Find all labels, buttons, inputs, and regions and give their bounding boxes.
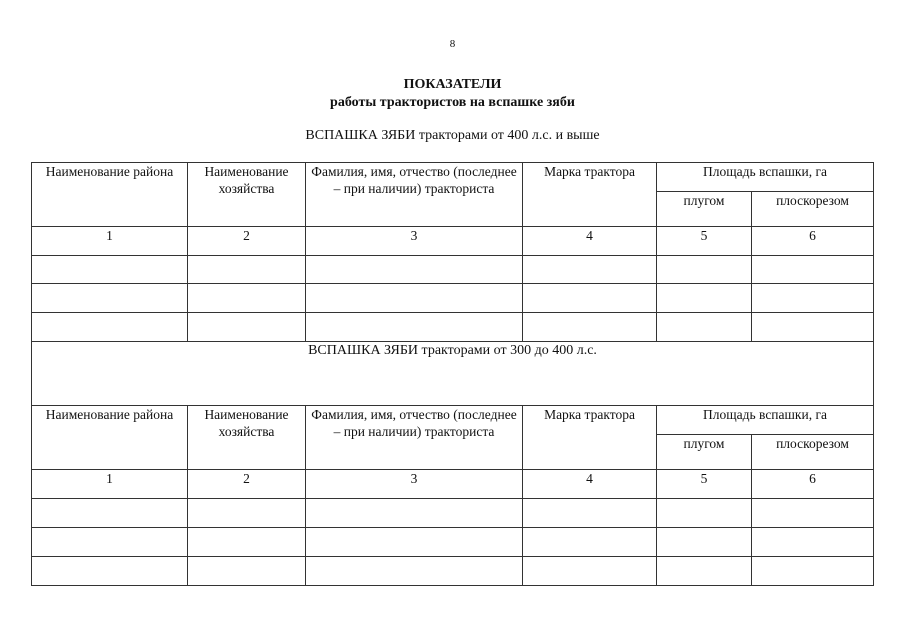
column-header-tractor: Марка трактора <box>523 406 657 470</box>
document-subtitle: работы трактористов на вспашке зяби <box>330 95 575 110</box>
table-cell <box>523 284 657 313</box>
table-cell <box>306 284 523 313</box>
table-cell <box>306 256 523 284</box>
column-number: 3 <box>306 227 523 256</box>
table-cell <box>752 256 874 284</box>
table-cell <box>752 557 874 586</box>
table-cell <box>752 499 874 528</box>
table-cell <box>657 528 752 557</box>
table-cell <box>752 528 874 557</box>
column-header-farm: Наименование хозяйства <box>188 406 306 470</box>
column-header-driver: Фамилия, имя, отчество (последнее – при наличии) тракториста <box>306 163 523 227</box>
column-number: 5 <box>657 470 752 499</box>
table-cell <box>523 528 657 557</box>
section-caption-2: ВСПАШКА ЗЯБИ тракторами от 300 до 400 л.с. <box>32 342 874 406</box>
table-cell <box>32 256 188 284</box>
column-header-area: Площадь вспашки, га <box>657 406 874 435</box>
column-number: 4 <box>523 227 657 256</box>
table-cell <box>188 256 306 284</box>
table-cell <box>188 528 306 557</box>
table-row <box>32 256 874 284</box>
table-cell <box>523 557 657 586</box>
document-title: ПОКАЗАТЕЛИ <box>403 77 502 92</box>
table-cell <box>32 499 188 528</box>
column-number: 3 <box>306 470 523 499</box>
column-header-district: Наименование района <box>32 163 188 227</box>
column-number: 6 <box>752 227 874 256</box>
table-cell <box>306 557 523 586</box>
column-header-driver: Фамилия, имя, отчество (последнее – при наличии) тракториста <box>306 406 523 470</box>
column-header-district: Наименование района <box>32 406 188 470</box>
column-header-plough: плугом <box>657 435 752 470</box>
table-cell <box>188 499 306 528</box>
column-header-area: Площадь вспашки, га <box>657 163 874 192</box>
column-number: 5 <box>657 227 752 256</box>
column-header-tractor: Марка трактора <box>523 163 657 227</box>
table-cell <box>188 284 306 313</box>
column-header-plough: плугом <box>657 192 752 227</box>
table-cell <box>32 313 188 342</box>
column-number: 2 <box>188 227 306 256</box>
column-numbers-row <box>32 227 874 256</box>
column-header-farm: Наименование хозяйства <box>188 163 306 227</box>
column-number: 6 <box>752 470 874 499</box>
column-number: 1 <box>32 227 188 256</box>
section-caption-1: ВСПАШКА ЗЯБИ тракторами от 400 л.с. и выше <box>305 128 600 143</box>
table-cell <box>32 557 188 586</box>
table-cell <box>657 557 752 586</box>
table-row <box>32 499 874 528</box>
table-cell <box>657 256 752 284</box>
column-number: 4 <box>523 470 657 499</box>
table-cell <box>657 284 752 313</box>
table-cell <box>523 313 657 342</box>
column-header-flat-cutter: плоскорезом <box>752 192 874 227</box>
indicators-table <box>31 162 874 586</box>
table-cell <box>306 313 523 342</box>
table-cell <box>657 499 752 528</box>
table-cell <box>188 313 306 342</box>
table-cell <box>32 528 188 557</box>
table-cell <box>657 313 752 342</box>
table-cell <box>523 256 657 284</box>
table-cell <box>188 557 306 586</box>
table-row <box>32 528 874 557</box>
header-row <box>32 406 874 435</box>
table-cell <box>752 284 874 313</box>
table-cell <box>752 313 874 342</box>
table-row <box>32 313 874 342</box>
header-row <box>32 163 874 192</box>
table-cell <box>523 499 657 528</box>
column-number: 2 <box>188 470 306 499</box>
page-number: 8 <box>449 38 456 50</box>
table-cell <box>306 499 523 528</box>
column-number: 1 <box>32 470 188 499</box>
column-header-flat-cutter: плоскорезом <box>752 435 874 470</box>
section-row <box>32 342 874 406</box>
table-cell <box>32 284 188 313</box>
column-numbers-row <box>32 470 874 499</box>
table-row <box>32 557 874 586</box>
table-row <box>32 284 874 313</box>
table-cell <box>306 528 523 557</box>
